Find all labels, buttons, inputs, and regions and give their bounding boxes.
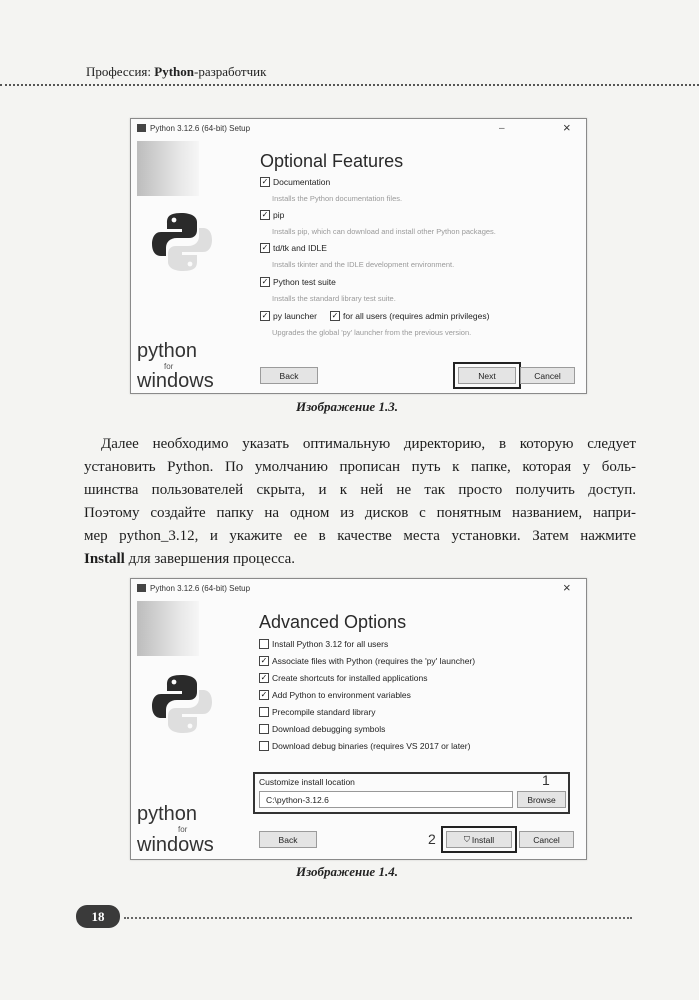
paragraph-line: установить Python. По умолчанию прописан путь к папке, которая у боль- <box>84 459 636 475</box>
back-button[interactable]: Back <box>260 367 318 384</box>
header-prefix: Профессия: <box>86 64 155 79</box>
cancel-button[interactable]: Cancel <box>519 831 574 848</box>
checkbox-checked-icon[interactable]: ✓ <box>261 210 269 219</box>
feature-description: Installs the Python documentation files. <box>272 194 403 203</box>
python-wordmark: python <box>137 340 198 362</box>
window-title: Python 3.12.6 (64-bit) Setup <box>137 124 250 133</box>
option-debug-binaries[interactable]: Download debug binaries (requires VS 2017 or later) <box>259 741 470 751</box>
feature-tcltk-idle[interactable]: ✓ td/tk and IDLE <box>261 243 327 253</box>
header-divider <box>0 84 699 86</box>
checkbox-unchecked-icon[interactable] <box>259 639 269 649</box>
paragraph-line: Install для завершения процесса. <box>84 551 296 567</box>
windows-wordmark: windows <box>137 834 214 856</box>
optional-features-dialog <box>130 118 587 394</box>
paragraph-line: мер python_3.12, и укажите ее в качестве места установки. Затем нажмите <box>84 528 636 544</box>
feature-py-launcher[interactable]: ✓ py launcher <box>261 311 317 321</box>
feature-for-all-users[interactable]: ✓ for all users (requires admin privileges) <box>331 311 490 321</box>
paragraph-line: шинства пользователей скрыта, и к ней не так просто получить доступ. <box>84 482 636 498</box>
option-debug-symbols[interactable]: Download debugging symbols <box>259 724 385 734</box>
for-label: for <box>178 825 188 834</box>
header-bold: Python <box>154 64 194 79</box>
checkbox-checked-icon[interactable]: ✓ <box>260 656 268 665</box>
option-add-to-path[interactable]: ✓ Add Python to environment variables <box>260 690 411 700</box>
feature-description: Upgrades the global 'py' launcher from the previous version. <box>272 328 472 337</box>
option-associate-files[interactable]: ✓ Associate files with Python (requires the 'py' launcher) <box>260 656 476 666</box>
install-button[interactable]: ⛉ Install <box>446 831 512 848</box>
shield-icon: ⛉ <box>463 834 470 844</box>
feature-documentation[interactable]: ✓ Documentation <box>261 177 331 187</box>
figure-caption: Изображение 1.3. <box>296 399 398 414</box>
marker-1: 1 <box>542 772 550 788</box>
side-banner <box>137 601 199 656</box>
python-logo-icon <box>151 673 213 735</box>
paragraph-line: Поэтому создайте папку на одном из дисков с понятным названием, напри- <box>84 505 636 521</box>
checkbox-checked-icon[interactable]: ✓ <box>260 690 268 699</box>
back-button[interactable]: Back <box>259 831 317 848</box>
option-install-all-users[interactable]: Install Python 3.12 for all users <box>259 639 388 649</box>
header-suffix: -разработчик <box>193 64 267 79</box>
paragraph-line: Далее необходимо указать оптимальную директорию, в которую следует <box>101 436 636 452</box>
checkbox-checked-icon[interactable]: ✓ <box>261 311 269 320</box>
checkbox-unchecked-icon[interactable] <box>259 741 269 751</box>
feature-test-suite[interactable]: ✓ Python test suite <box>261 277 336 287</box>
python-setup-icon <box>137 124 146 132</box>
close-button[interactable]: × <box>563 120 571 135</box>
checkbox-unchecked-icon[interactable] <box>259 707 269 717</box>
python-setup-icon <box>137 584 146 592</box>
feature-description: Installs the standard library test suite. <box>272 294 396 303</box>
browse-button[interactable]: Browse <box>517 791 566 808</box>
checkbox-unchecked-icon[interactable] <box>259 724 269 734</box>
figure-caption: Изображение 1.4. <box>296 864 398 879</box>
body-paragraph <box>84 433 636 571</box>
checkbox-checked-icon[interactable]: ✓ <box>261 243 269 252</box>
python-wordmark: python <box>137 803 198 825</box>
window-title: Python 3.12.6 (64-bit) Setup <box>137 584 250 593</box>
side-banner <box>137 141 199 196</box>
dialog-heading: Optional Features <box>260 151 404 171</box>
checkbox-checked-icon[interactable]: ✓ <box>261 277 269 286</box>
cancel-button[interactable]: Cancel <box>520 367 575 384</box>
footer-divider <box>124 917 632 919</box>
checkbox-checked-icon[interactable]: ✓ <box>260 673 268 682</box>
checkbox-checked-icon[interactable]: ✓ <box>331 311 339 320</box>
dialog-heading: Advanced Options <box>259 612 407 632</box>
feature-pip[interactable]: ✓ pip <box>261 210 285 220</box>
marker-2: 2 <box>428 831 436 847</box>
page-number: 18 <box>76 905 120 928</box>
option-precompile[interactable]: Precompile standard library <box>259 707 375 717</box>
python-logo-icon <box>151 211 213 273</box>
feature-description: Installs tkinter and the IDLE development environment. <box>272 260 455 269</box>
minimize-button[interactable]: – <box>499 123 505 134</box>
close-button[interactable]: × <box>563 580 571 595</box>
windows-wordmark: windows <box>137 370 214 392</box>
install-location-input[interactable]: C:\python-3.12.6 <box>259 791 513 808</box>
option-create-shortcuts[interactable]: ✓ Create shortcuts for installed applications <box>260 673 428 683</box>
next-button[interactable]: Next <box>458 367 516 384</box>
advanced-options-dialog <box>130 578 587 860</box>
page-header <box>86 64 266 80</box>
feature-description: Installs pip, which can download and install other Python packages. <box>272 227 496 236</box>
for-label: for <box>164 362 174 371</box>
install-location-label: Customize install location <box>259 777 355 787</box>
checkbox-checked-icon[interactable]: ✓ <box>261 177 269 186</box>
